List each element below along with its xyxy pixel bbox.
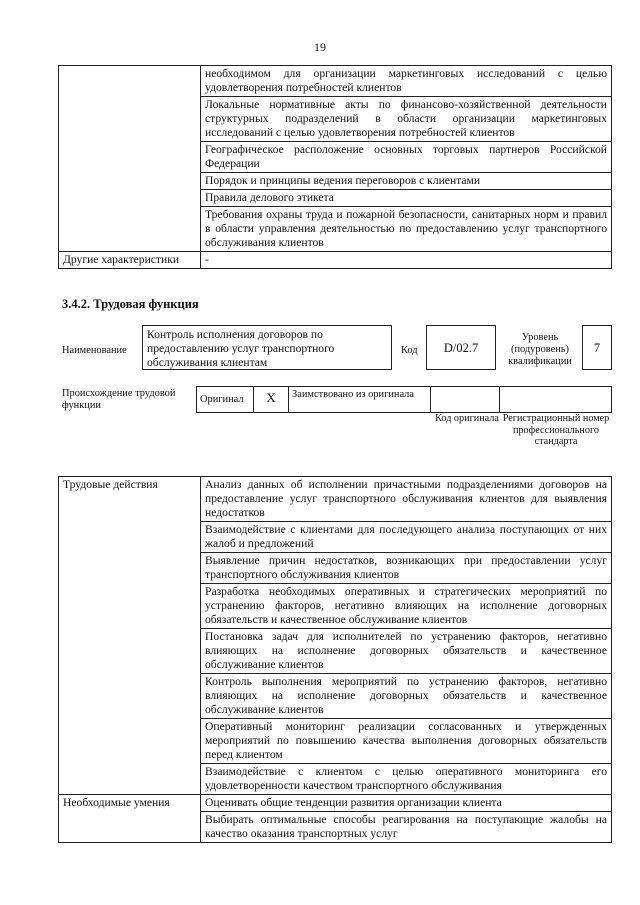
row-label: Другие характеристики: [59, 252, 201, 269]
group-item: Разработка необходимых оперативных и стратегических мероприятий по устранению факторов, негативно влияющих на исполнение договорных обязательств и качественное обслуживание клиентов: [201, 584, 612, 629]
group-item: Взаимодействие с клиентом с целью оперативного мониторинга его удовлетворенности качеством транспортного обслуживания: [201, 764, 612, 795]
group-label: Необходимые умения: [59, 795, 201, 843]
group-item: Анализ данных об исполнении причастными подразделениями договоров на предоставление услуг транспортного обслуживания клиентов для выявления недостатков: [201, 477, 612, 522]
group-item: Постановка задач для исполнителей по устранению факторов, негативно влияющих на исполнение договорных обязательств и качественное обслуживание клиентов: [201, 629, 612, 674]
reg-number-caption: Регистрационный номер профессионального стандарта: [502, 413, 610, 447]
row-text: Локальные нормативные акты по финансово-хозяйственной деятельности структурных подразделений в области организации маркетинговых исследований с целью удовлетворения потребностей клиентов: [201, 97, 612, 142]
reg-number-cell: [499, 386, 612, 413]
row-text: Географическое расположение основных торговых партнеров Российской Федерации: [201, 142, 612, 173]
group-item: Оценивать общие тенденции развития организации клиента: [201, 795, 612, 812]
original-label: Оригинал: [196, 386, 254, 413]
knowledge-table: [58, 65, 612, 269]
row-text: Правила делового этикета: [201, 190, 612, 207]
table-row: [59, 252, 612, 269]
group-item: Выявление причин недостатков, возникающих при предоставлении услуг транспортного обслуживания клиентов: [201, 553, 612, 584]
section-title: 3.4.2. Трудовая функция: [62, 297, 199, 311]
function-name-box: Контроль исполнения договоров по предоставлению услуг транспортного обслуживания клиентам: [142, 325, 392, 370]
origin-label: Происхождение трудовой функции: [62, 388, 176, 411]
level-label: Уровень (подуровень) квалификации: [508, 332, 572, 367]
group-item: Выбирать оптимальные способы реагирования на поступающие жалобы на качество оказания транспортных услуг: [201, 812, 612, 843]
level-box: 7: [582, 325, 612, 370]
origin-code-cell: [430, 386, 500, 413]
row-label: [59, 66, 201, 252]
labor-function-table: [58, 476, 612, 843]
row-text: Требования охраны труда и пожарной безопасности, санитарных норм и правил в области управления деятельностью по предоставлению услуг транспортного обслуживания клиентов: [201, 207, 612, 252]
row-text: Порядок и принципы ведения переговоров с клиентами: [201, 173, 612, 190]
code-box: D/02.7: [426, 325, 496, 370]
code-label: Код: [401, 345, 418, 356]
original-mark: X: [253, 386, 289, 413]
table-row: [59, 477, 612, 522]
row-text: необходимом для организации маркетинговых исследований с целью удовлетворения потребностей клиентов: [201, 66, 612, 97]
group-label: Трудовые действия: [59, 477, 201, 795]
group-item: Контроль выполнения мероприятий по устранению факторов, негативно влияющих на исполнение договорных обязательств и качественное обслуживание клиентов: [201, 674, 612, 719]
name-label: Наименование: [62, 345, 127, 356]
page-number: 19: [314, 40, 326, 54]
group-item: Взаимодействие с клиентами для последующего анализа поступающих от них жалоб и предложений: [201, 522, 612, 553]
table-row: [59, 795, 612, 812]
borrowed-label: Заимствовано из оригинала: [288, 386, 431, 413]
origin-code-caption: Код оригинала: [435, 413, 499, 424]
row-text: -: [201, 252, 612, 269]
table-row: [59, 66, 612, 97]
group-item: Оперативный мониторинг реализации согласованных и утвержденных мероприятий по повышению качества выполнения договорных обязательств перед клиентом: [201, 719, 612, 764]
